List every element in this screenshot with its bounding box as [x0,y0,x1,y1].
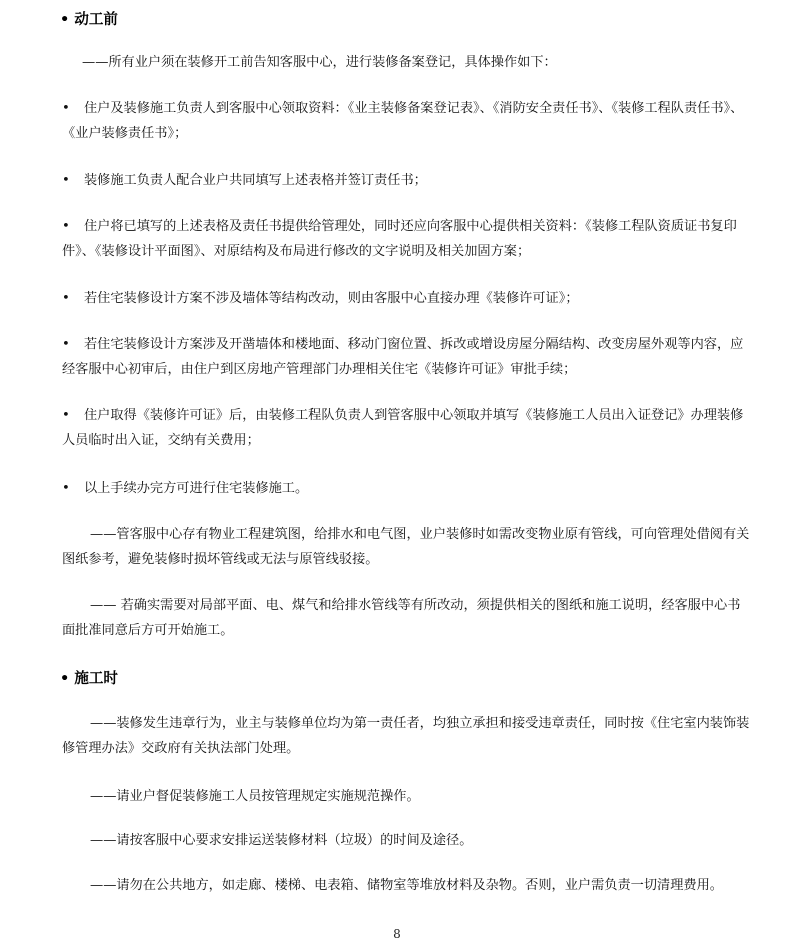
list-item [62,286,750,311]
rule-paragraph: ——请业户督促装修施工人员按管理规定实施规范操作。 [90,789,420,804]
list-item-text: 若住宅装修设计方案不涉及墙体等结构改动，则由客服中心直接办理《装修许可证》； [84,291,579,306]
list-item-text: 住户将已填写的上述表格及责任书提供给管理处，同时还应向客服中心提供相关资料：《装修工程队资质证书复印件》、《装修设计平面图》、对原结构及布局进行修改的文字说明及相关加固方案； [62,219,737,259]
bullet-icon: • [62,337,70,352]
rule-paragraph: ——请勿在公共地方，如走廊、楼梯、电表箱、储物室等堆放材料及杂物。否则，业户需负责一切清理费用。 [90,878,723,893]
rule-paragraph: ——请按客服中心要求安排运送装修材料（垃圾）的时间及途径。 [90,833,473,848]
note-paragraph: ——管客服中心存有物业工程建筑图，给排水和电气图，业户装修时如需改变物业原有管线，可向管理处借阅有关图纸参考，避免装修时损坏管线或无法与原管线驳接。 [62,527,750,567]
section-heading-before-construction: • 动工前 [60,12,118,28]
bullet-icon: • [62,481,70,496]
list-item [62,476,750,501]
bullet-icon: • [62,173,70,188]
list-item [62,332,750,382]
bullet-icon: • [62,101,70,116]
list-item-text: 住户及装修施工负责人到客服中心领取资料：《业主装修备案登记表》、《消防安全责任书》、《装修工程队责任书》、《业户装修责任书》； [62,101,744,141]
note-paragraph: —— 若确实需要对局部平面、电、煤气和给排水管线等有所改动，须提供相关的图纸和施工说明，经客服中心书面批准同意后方可开始施工。 [62,598,741,638]
list-item-text: 若住宅装修设计方案涉及开凿墙体和楼地面、移动门窗位置、拆改或增设房屋分隔结构、改变房屋外观等内容，应经客服中心初审后，由住户到区房地产管理部门办理相关住宅《装修许可证》审批手续； [62,337,744,377]
bullet-icon: • [62,291,70,306]
list-item [62,96,750,146]
bullet-icon: • [62,219,70,234]
list-item [62,168,750,193]
bullet-icon: • [62,408,70,423]
page-number: 8 [393,927,401,941]
list-item-text: 装修施工负责人配合业户共同填写上述表格并签订责任书； [84,173,427,188]
list-item-text: 住户取得《装修许可证》后，由装修工程队负责人到管客服中心领取并填写《装修施工人员出入证登记》办理装修人员临时出入证，交纳有关费用； [62,408,744,448]
list-item-text: 以上手续办完方可进行住宅装修施工。 [84,481,309,496]
rule-paragraph: ——装修发生违章行为，业主与装修单位均为第一责任者，均独立承担和接受违章责任，同时按《住宅室内装饰装修管理办法》交政府有关执法部门处理。 [62,716,750,756]
intro-paragraph: ——所有业户须在装修开工前告知客服中心，进行装修备案登记，具体操作如下： [82,55,557,70]
list-item [62,403,750,453]
list-item [62,214,750,264]
section-heading-during-construction: • 施工时 [60,671,118,687]
